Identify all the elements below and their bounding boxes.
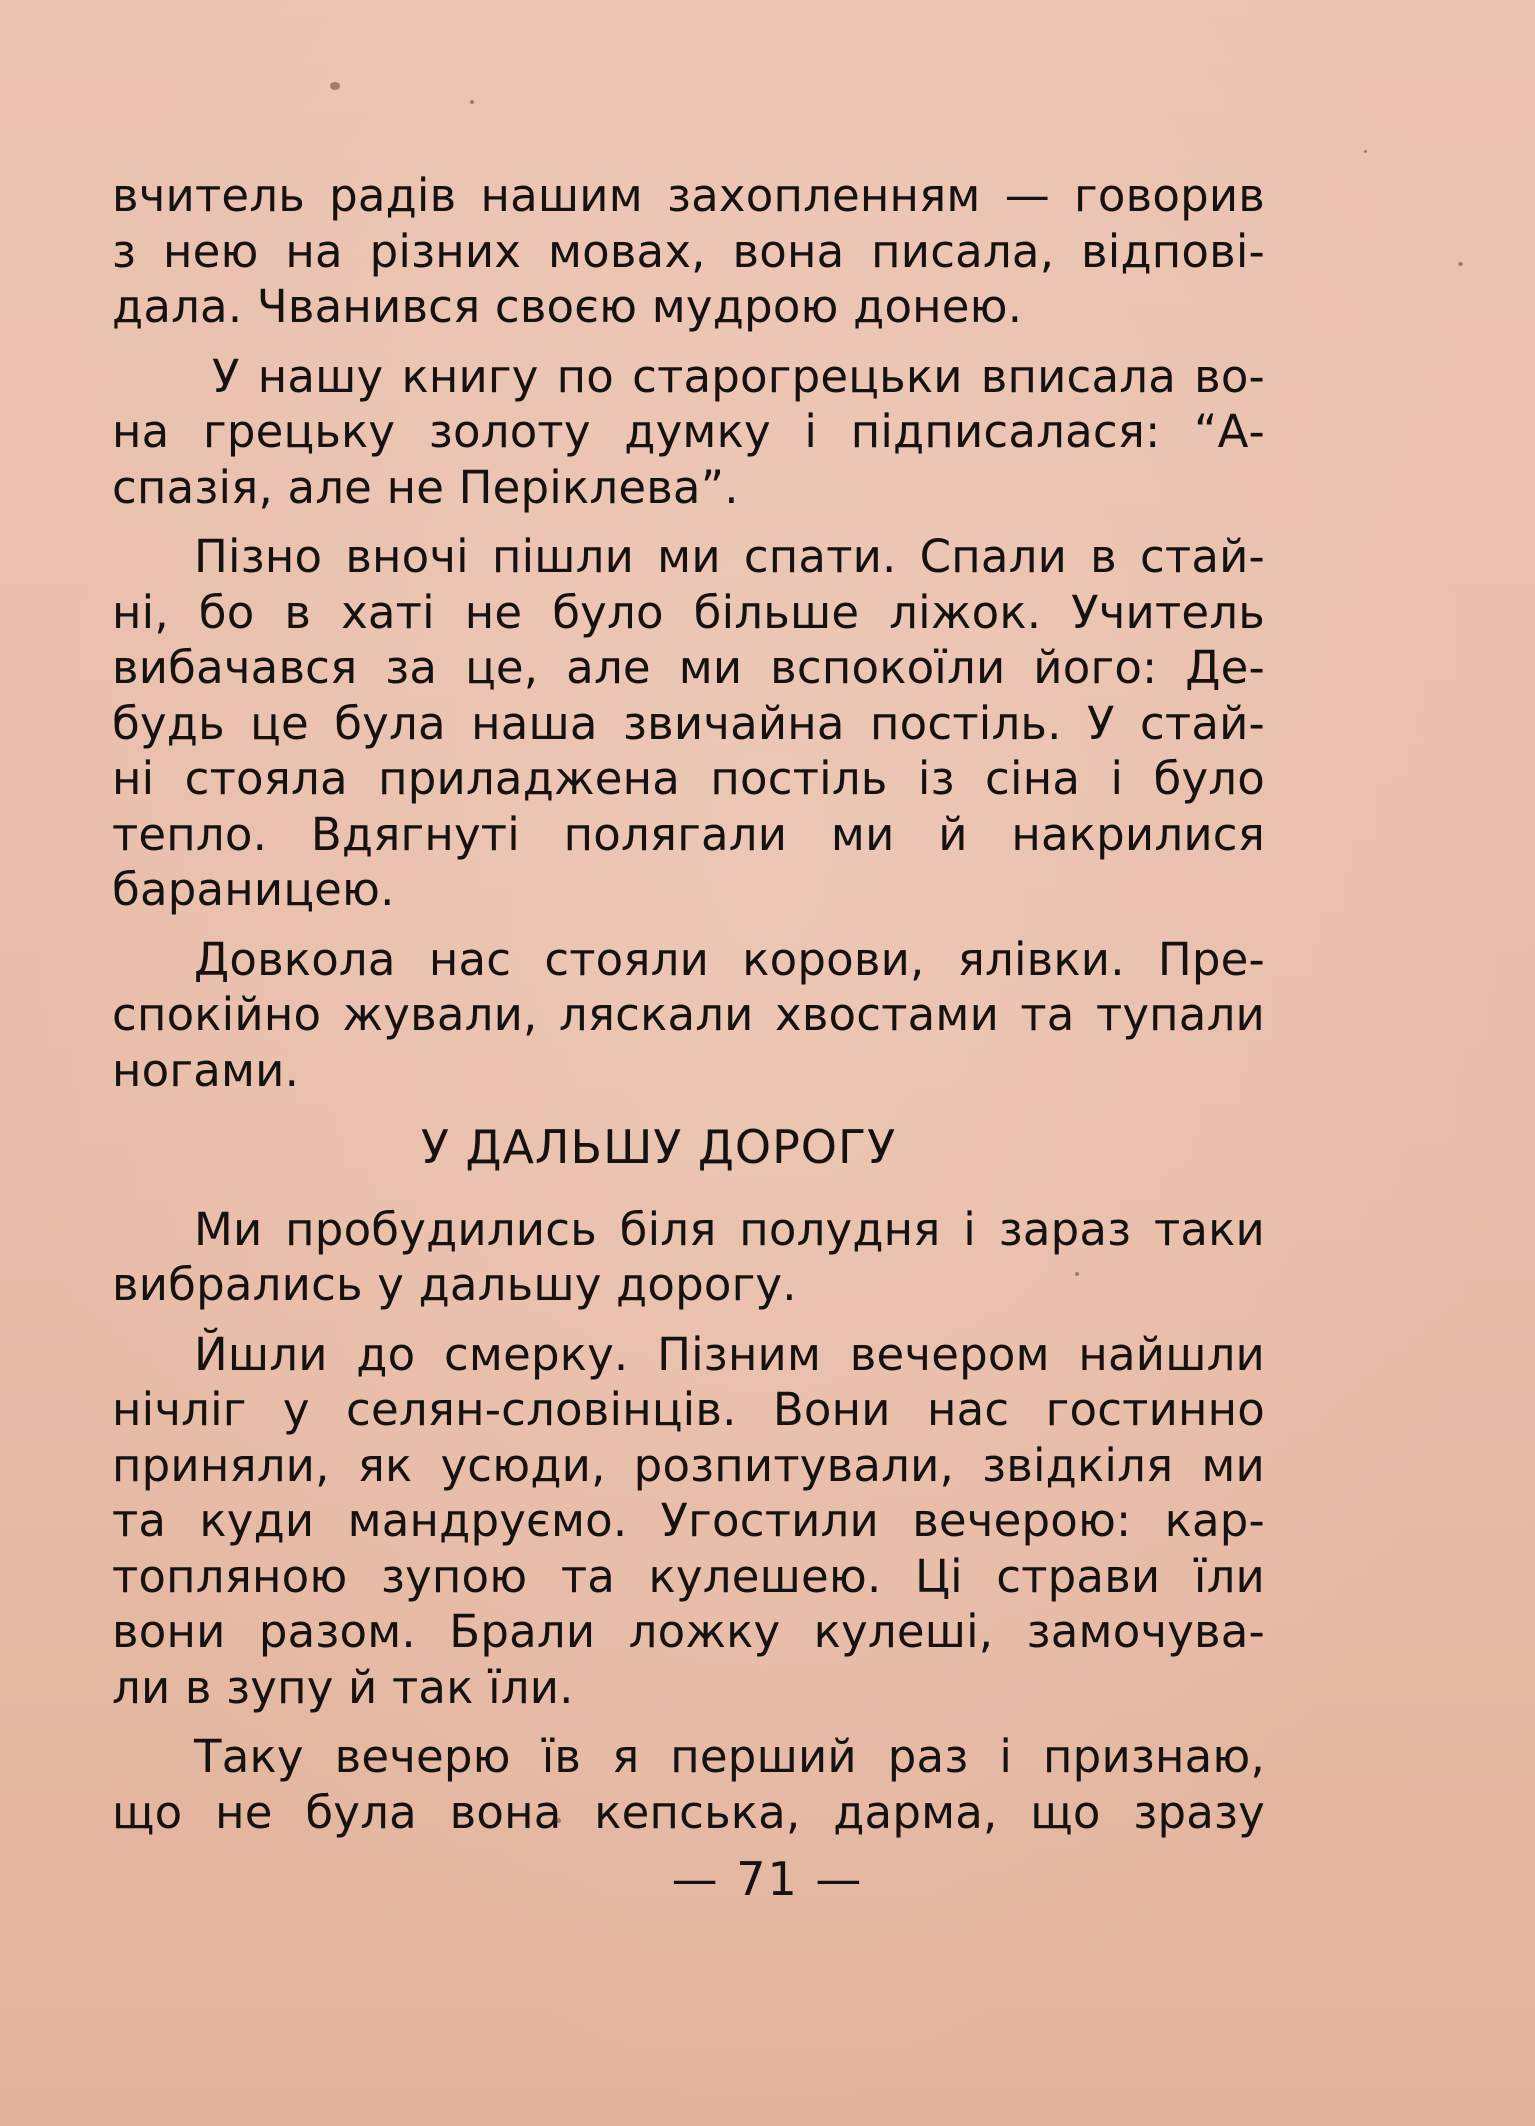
body-text [112, 168, 1265, 1854]
text-line: нічліг у селян-словінців. Вони нас гостинно [112, 1383, 1265, 1436]
paper-speck [1075, 1272, 1079, 1276]
text-line: Йшли до смерку. Пізним вечером найшли [194, 1327, 1265, 1381]
text-line: на грецьку золоту думку і підписалася: “А- [112, 405, 1265, 458]
text-line: що не була вона кепська, дарма, що зразу [112, 1785, 1265, 1839]
text-line: спокійно жували, ляскали хвостами та тупали [112, 988, 1265, 1041]
text-line: Таку вечерю їв я перший раз і признаю, [194, 1730, 1265, 1783]
text-line: ногами. [112, 1043, 300, 1097]
section-heading: У ДАЛЬШУ ДОРОГУ [420, 1120, 897, 1174]
text-line: та куди мандруємо. Угостили вечерою: кар- [112, 1494, 1265, 1547]
paper-speck [1364, 150, 1367, 153]
paragraph [112, 932, 1265, 1099]
paragraph [112, 1729, 1265, 1840]
text-line: тепло. Вдягнуті полягали ми й накрилися [112, 807, 1265, 861]
text-line: вибрались у дальшу дорогу. [112, 1258, 797, 1311]
paper-speck [470, 100, 474, 104]
paper-speck [330, 82, 340, 90]
text-line: топляною зупою та кулешею. Ці страви їли [112, 1549, 1265, 1603]
text-line: з нею на різних мовах, вона писала, відпові- [112, 224, 1265, 278]
text-line: Пізно вночі пішли ми спати. Спали в стай- [194, 530, 1265, 583]
text-line: вчитель радів нашим захопленням — говорив [112, 169, 1265, 222]
paragraph [112, 1327, 1265, 1716]
text-line: будь це була наша звичайна постіль. У стай- [112, 696, 1265, 750]
text-line: ні, бо в хаті не було більше ліжок. Учитель [112, 585, 1265, 639]
text-line: ні стояла приладжена постіль із сіна і було [112, 752, 1265, 805]
paragraph [112, 168, 1265, 335]
paragraph [112, 529, 1265, 918]
paper-speck [556, 1818, 561, 1823]
paragraph [112, 349, 1265, 516]
text-line: Ми пробудились біля полудня і зараз таки [194, 1202, 1265, 1256]
text-line: У нашу книгу по старогрецьки вписала во- [212, 349, 1265, 403]
paper-speck [1458, 262, 1463, 266]
text-line: бараницею. [112, 863, 395, 916]
text-line: спазія, але не Періклева”. [112, 460, 739, 514]
text-line: дала. Чванився своєю мудрою донею. [112, 280, 1023, 333]
text-line: ли в зупу й так їли. [112, 1660, 574, 1714]
paragraph [112, 1202, 1265, 1313]
text-line: Довкола нас стояли корови, ялівки. Пре- [194, 932, 1265, 986]
page-number: — 71 — [671, 1852, 864, 1906]
text-line: вони разом. Брали ложку кулеші, замочува- [112, 1605, 1265, 1658]
text-line: приняли, як усюди, розпитували, звідкіля ми [112, 1438, 1265, 1492]
text-line: вибачався за це, але ми вспокоїли його: Де- [112, 641, 1265, 694]
